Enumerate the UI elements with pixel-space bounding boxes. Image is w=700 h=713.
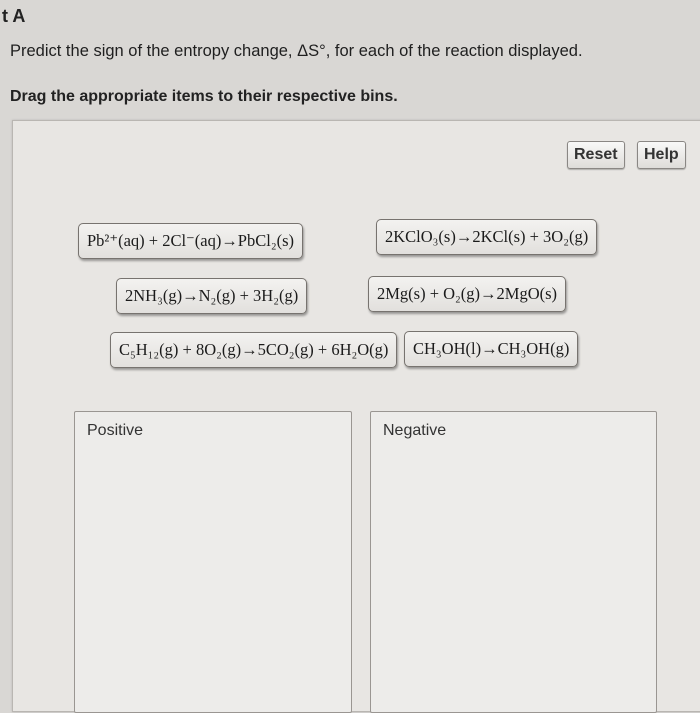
question-prompt: Predict the sign of the entropy change, ΔS°, for each of the reaction displayed. [10, 42, 583, 60]
drag-instruction: Drag the appropriate items to their respective bins. [10, 88, 398, 105]
bin-positive-label: Positive [87, 422, 144, 439]
reaction-tile-pentane[interactable]: C₅H₁₂(g) + 8O₂(g)→5CO₂(g) + 6H₂O(g) [110, 332, 397, 368]
bin-positive[interactable] [74, 411, 352, 713]
part-label: t A [2, 6, 26, 26]
reaction-tile-nh3[interactable]: 2NH₃(g)→N₂(g) + 3H₂(g) [116, 278, 307, 314]
bin-negative-label: Negative [383, 422, 447, 439]
reaction-tile-kclo3[interactable]: 2KClO₃(s)→2KCl(s) + 3O₂(g) [376, 219, 597, 255]
reaction-tile-mgo[interactable]: 2Mg(s) + O₂(g)→2MgO(s) [368, 276, 566, 312]
reset-button[interactable]: Reset [567, 141, 625, 169]
help-button[interactable]: Help [637, 141, 686, 169]
bin-negative[interactable] [370, 411, 657, 713]
reaction-tile-methanol[interactable]: CH₃OH(l)→CH₃OH(g) [404, 331, 578, 367]
reaction-tile-pbcl2[interactable]: Pb²⁺(aq) + 2Cl⁻(aq)→PbCl₂(s) [78, 223, 303, 259]
